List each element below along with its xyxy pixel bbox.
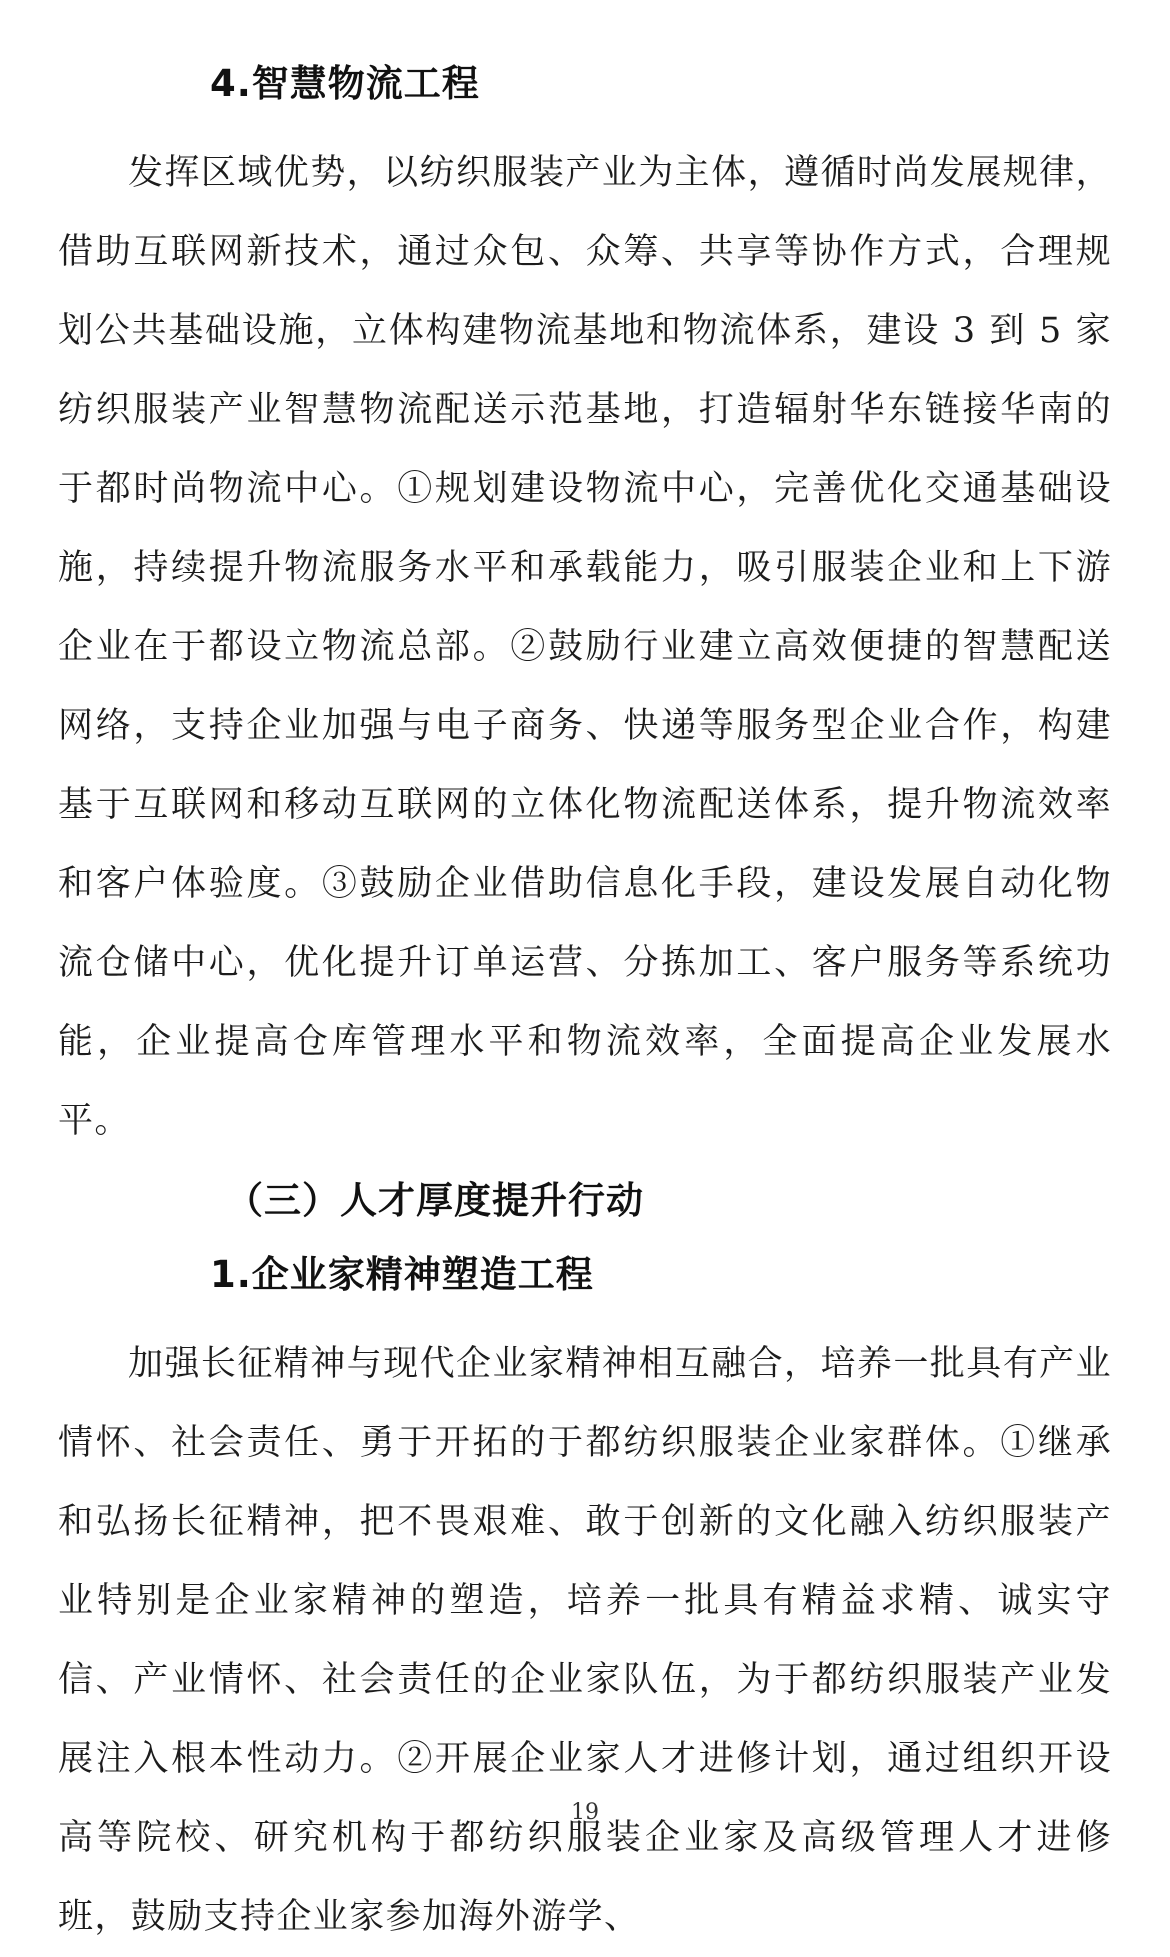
heading-entrepreneur-spirit: 1.企业家精神塑造工程: [210, 1253, 594, 1296]
page-number: 19: [571, 1800, 599, 1825]
spacer: [58, 1231, 1112, 1245]
section-title-talent: （三）人才厚度提升行动: [226, 1179, 644, 1222]
paragraph-entrepreneur-spirit: 加强长征精神与现代企业家精神相互融合，培养一批具有产业情怀、社会责任、勇于开拓的于都纺织服装企业家群体。①继承和弘扬长征精神，把不畏艰难、敢于创新的文化融入纺织服装产业特别是企业家精神的塑造，培养一批具有精益求精、诚实守信、产业情怀、社会责任的企业家队伍，为于都纺织服装产业发展注入根本性动力。②开展企业家人才进修计划，通过组织开设高等院校、研究机构于都纺织服装企业家及高级管理人才进修班，鼓励支持企业家参加海外游学、: [58, 1344, 1112, 1937]
spacer: [58, 1161, 1112, 1171]
heading-smart-logistics: 4.智慧物流工程: [210, 62, 480, 105]
spacer: [58, 1305, 1112, 1325]
spacer: [58, 114, 1112, 134]
paragraph-smart-logistics: 发挥区域优势，以纺织服装产业为主体，遵循时尚发展规律，借助互联网新技术，通过众包、众筹、共享等协作方式，合理规划公共基础设施，立体构建物流基地和物流体系，建设 3 到 5 家纺织服装产业智慧物流配送示范基地，打造辐射华东链接华南的于都时尚物流中心。①规划建设物流中心，完善优化交通基础设施，持续提升物流服务水平和承载能力，吸引服装企业和上下游企业在于都设立物流总部。②鼓励行业建立高效便捷的智慧配送网络，支持企业加强与电子商务、快递等服务型企业合作，构建基于互联网和移动互联网的立体化物流配送体系，提升物流效率和客户体验度。③鼓励企业借助信息化手段，建设发展自动化物流仓储中心，优化提升订单运营、分拣加工、客户服务等系统功能，企业提高仓库管理水平和物流效率，全面提高企业发展水平。: [58, 153, 1112, 1141]
